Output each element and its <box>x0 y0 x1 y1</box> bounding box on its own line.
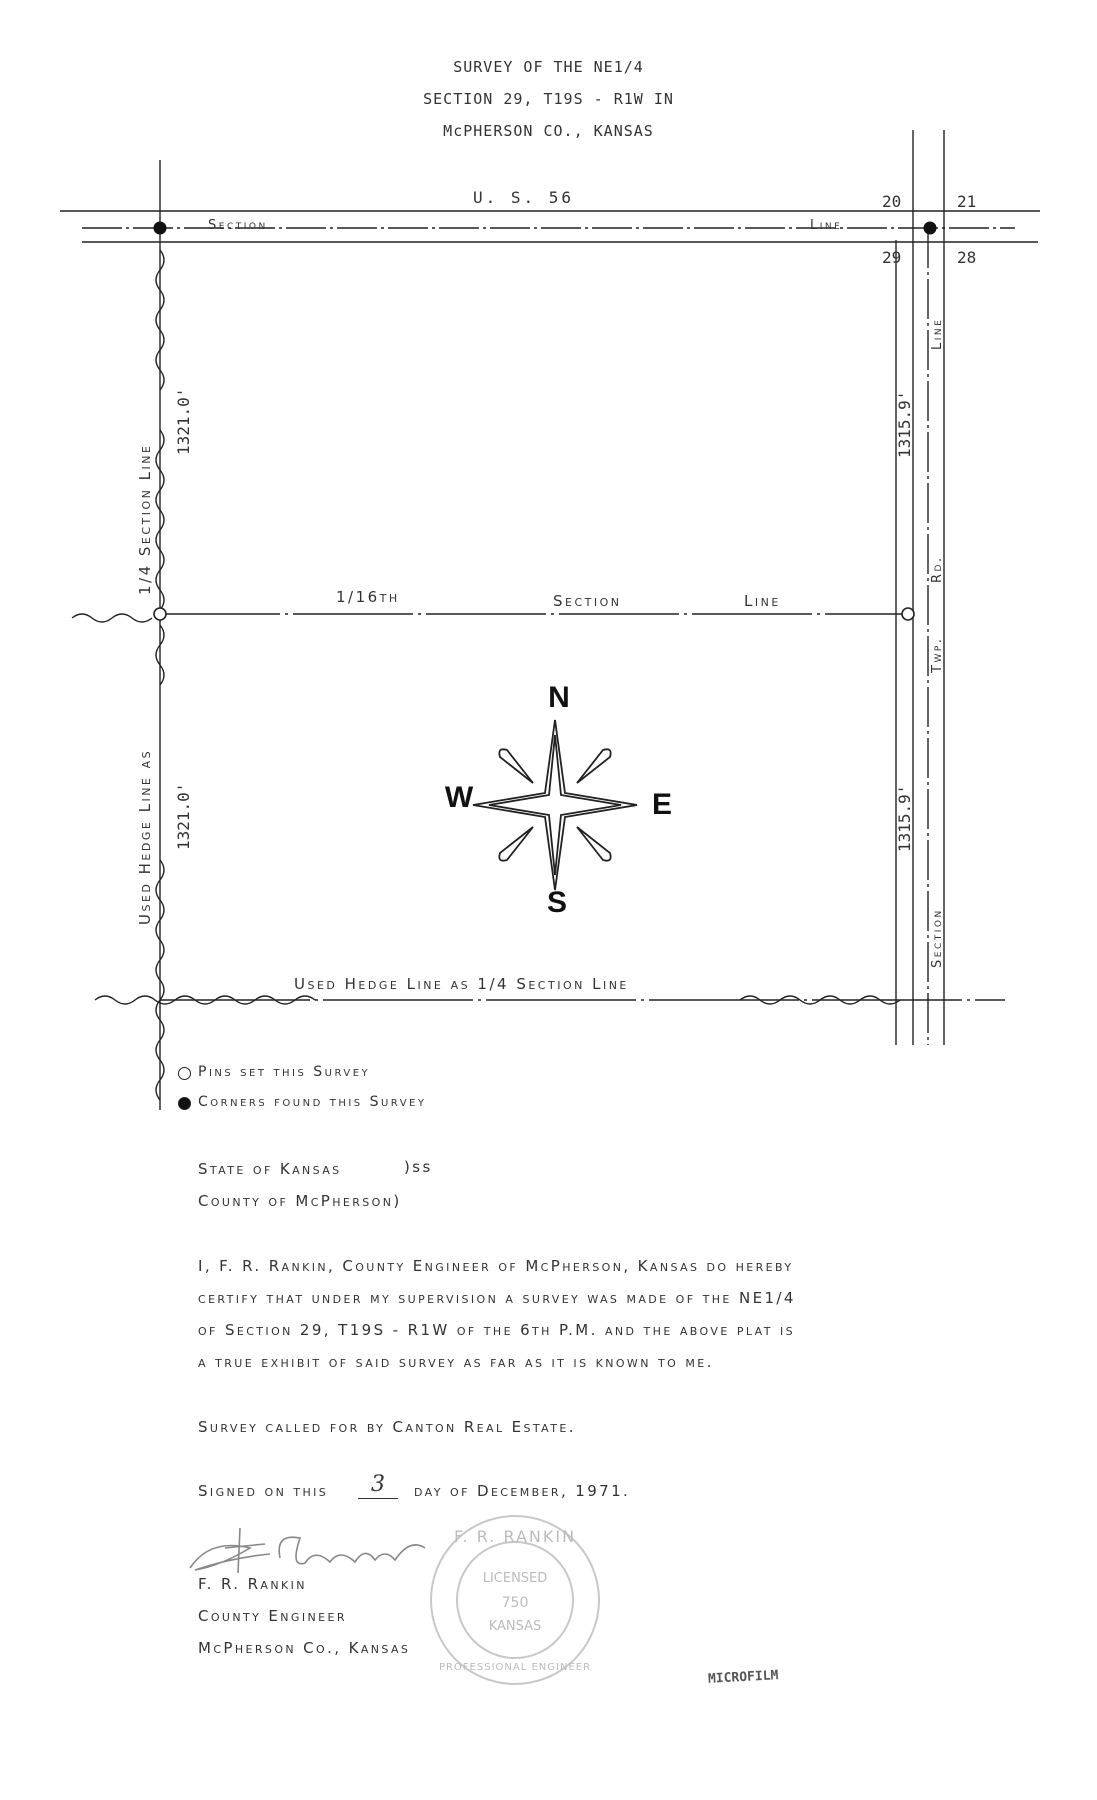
compass-n: N <box>548 681 570 714</box>
cert-signed-day: 3 <box>358 1472 398 1499</box>
legend-pins: Pins set this Survey <box>198 1064 371 1080</box>
compass-e: E <box>651 788 673 821</box>
svg-text:750: 750 <box>501 1595 529 1611</box>
signer-name: F. R. Rankin <box>198 1575 307 1593</box>
title-line-3: McPHERSON CO., KANSAS <box>443 122 654 140</box>
compass-s: S <box>546 886 568 919</box>
svg-text:PROFESSIONAL ENGINEER: PROFESSIONAL ENGINEER <box>438 1662 592 1673</box>
cert-para-3: of Section 29, T19S - R1W of the 6th P.M. and the above plat is <box>198 1321 796 1339</box>
pin-legend-icon <box>178 1067 191 1080</box>
sixteenth-section-word: Section <box>553 592 622 610</box>
microfilm-stamp: MICROFILM <box>707 1668 779 1687</box>
signer-county: McPherson Co., Kansas <box>198 1639 411 1657</box>
pin-set-east <box>902 608 914 620</box>
legend-corners: Corners found this Survey <box>198 1094 427 1110</box>
svg-text:F. R. RANKIN: F. R. RANKIN <box>453 1527 577 1546</box>
section-21: 21 <box>957 192 977 211</box>
hedge-west-of-pin <box>72 614 152 622</box>
corner-found-ne <box>924 222 937 235</box>
cert-para-2: certify that under my supervision a survey was made of the NE1/4 <box>198 1289 796 1307</box>
compass-w: W <box>444 781 474 814</box>
distance-right-lower: 1315.9' <box>895 784 914 852</box>
corner-legend-icon <box>178 1097 191 1110</box>
engineer-seal <box>425 1510 605 1690</box>
section-20: 20 <box>882 192 902 211</box>
cert-para-1: I, F. R. Rankin, County Engineer of McPherson, Kansas do hereby <box>198 1257 794 1275</box>
compass-rose-icon <box>473 720 637 890</box>
cert-para-4: a true exhibit of said survey as far as it is known to me. <box>198 1353 714 1371</box>
distance-left-lower: 1321.0' <box>174 782 193 850</box>
right-rd-word: Rd. <box>930 555 945 583</box>
cert-county: County of McPherson) <box>198 1192 402 1210</box>
left-quarter-line-label: 1/4 Section Line <box>136 443 154 595</box>
top-line-word: Line <box>810 218 843 233</box>
distance-right-upper: 1315.9' <box>895 390 914 458</box>
sixteenth-label: 1/16th <box>336 588 400 606</box>
svg-text:LICENSED: LICENSED <box>482 1571 548 1586</box>
cert-signed-pre: Signed on this <box>198 1482 329 1500</box>
cert-signed-post: day of December, 1971. <box>414 1482 631 1500</box>
svg-text:KANSAS: KANSAS <box>488 1619 542 1634</box>
bottom-hedge-label: Used Hedge Line as 1/4 Section Line <box>294 975 629 993</box>
highway-label: U. S. 56 <box>473 188 575 207</box>
left-hedge-label: Used Hedge Line as <box>136 748 154 925</box>
right-line-word: Line <box>930 317 945 350</box>
sixteenth-line-word: Line <box>744 592 781 610</box>
signer-title: County Engineer <box>198 1607 347 1625</box>
cert-called-for: Survey called for by Canton Real Estate. <box>198 1418 576 1436</box>
right-section-word: Section <box>930 908 945 968</box>
cert-ss: )ss <box>404 1158 433 1176</box>
distance-left-upper: 1321.0' <box>174 387 193 455</box>
cert-state: State of Kansas <box>198 1160 342 1178</box>
pin-set-west <box>154 608 166 620</box>
corner-found-nw <box>154 222 167 235</box>
section-28: 28 <box>957 248 977 267</box>
section-29: 29 <box>882 248 902 267</box>
top-section-word: Section <box>208 218 268 233</box>
right-twp-word: Twp. <box>930 636 945 673</box>
title-line-2: SECTION 29, T19S - R1W IN <box>423 90 674 108</box>
title-line-1: SURVEY OF THE NE1/4 <box>453 58 644 76</box>
